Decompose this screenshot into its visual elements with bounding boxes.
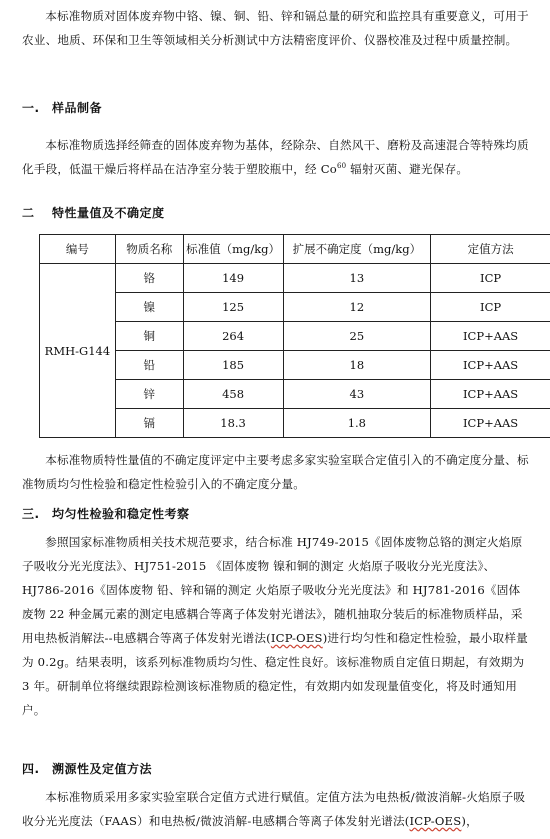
homogeneity-text-a: 参照国家标准物质相关技术规范要求，结合标准 HJ749-2015《固体废物总铬的测定火焰原子吸收分光光度法》、HJ751-2015 《固体废物 镍和铜的测定 火焰原子吸收分光光度法》、HJ786-2016《固体废物 铅、锌和镉的测定 火焰原子吸收分光光度法》和 HJ781-2016《固体废物 22 种金属元素的测定电感耦合等离子体发射光谱法》，随机抽取分装后的标准物质样品，采用电热板消解法--电感耦合等离子体发射光谱法( — [22, 535, 523, 645]
table-row — [40, 351, 550, 380]
substance-cell: 铜 — [115, 322, 183, 351]
method-cell: ICP — [431, 264, 550, 293]
section-4-heading — [22, 760, 152, 777]
table-row — [40, 322, 550, 351]
section-4-number: 四. — [22, 762, 40, 776]
uncertainty-cell: 25 — [283, 322, 431, 351]
traceability-text-b: )， — [461, 814, 478, 828]
table-row — [40, 264, 550, 293]
uncertainty-cell: 18 — [283, 351, 431, 380]
table-header-row — [40, 235, 550, 264]
substance-cell: 铅 — [115, 351, 183, 380]
section-2-title: 特性量值及不确定度 — [52, 206, 165, 220]
icp-oes-term-2: ICP-OES — [409, 814, 462, 828]
value-cell: 125 — [183, 293, 283, 322]
method-cell: ICP+AAS — [431, 322, 550, 351]
section-2-number: 二 — [22, 206, 35, 220]
method-cell: ICP+AAS — [431, 380, 550, 409]
section-3-number: 三. — [22, 507, 40, 521]
value-cell: 149 — [183, 264, 283, 293]
value-cell: 458 — [183, 380, 283, 409]
section-1-number: 一. — [22, 101, 40, 115]
sample-prep-paragraph — [22, 133, 532, 181]
substance-cell: 镉 — [115, 409, 183, 438]
property-values-table — [39, 234, 550, 438]
section-2-heading — [22, 204, 165, 221]
substance-cell: 铬 — [115, 264, 183, 293]
section-3-heading — [22, 505, 190, 522]
isotope-superscript: 60 — [336, 162, 347, 171]
homogeneity-text-b: )进行均匀性和稳定性检验，最小取样量为 0.2g。结果表明，该系列标准物质均匀性、稳定性良好。该标准物质自定值日期起，有效期为 3 年。研制单位将继续跟踪检测该标准物质的稳定性，有效期内如发现量值变化，将及时通知用户。 — [22, 631, 528, 717]
value-cell: 264 — [183, 322, 283, 351]
header-standard-value: 标准值（mg/kg） — [183, 235, 283, 264]
substance-cell: 锌 — [115, 380, 183, 409]
table-row — [40, 380, 550, 409]
section-3-title: 均匀性检验和稳定性考察 — [52, 507, 190, 521]
traceability-paragraph — [22, 785, 532, 833]
section-1-heading — [22, 99, 102, 116]
uncertainty-cell: 12 — [283, 293, 431, 322]
icp-oes-term: ICP-OES — [270, 631, 323, 645]
uncertainty-cell: 43 — [283, 380, 431, 409]
value-cell: 18.3 — [183, 409, 283, 438]
header-uncertainty: 扩展不确定度（mg/kg） — [283, 235, 431, 264]
header-substance: 物质名称 — [115, 235, 183, 264]
method-cell: ICP+AAS — [431, 409, 550, 438]
section-4-title: 溯源性及定值方法 — [52, 762, 153, 776]
table-row — [40, 409, 550, 438]
uncertainty-paragraph: 本标准物质特性量值的不确定度评定中主要考虑多家实验室联合定值引入的不确定度分量、标准物质均匀性检验和稳定性检验引入的不确定度分量。 — [22, 453, 529, 491]
header-id: 编号 — [40, 235, 116, 264]
sample-id-cell: RMH-G144 — [40, 264, 116, 438]
uncertainty-cell: 13 — [283, 264, 431, 293]
table-row — [40, 293, 550, 322]
sample-prep-text-after: 辐射灭菌、避光保存。 — [346, 162, 469, 176]
section-1-title: 样品制备 — [52, 101, 103, 115]
intro-paragraph: 本标准物质对固体废弃物中铬、镍、铜、铅、锌和镉总量的研究和监控具有重要意义，可用于农业、地质、环保和卫生等领域相关分析测试中方法精密度评价、仪器校准及过程中质量控制。 — [22, 9, 529, 47]
header-method: 定值方法 — [431, 235, 550, 264]
sample-prep-text-before: 本标准物质选择经筛查的固体废弃物为基体，经除杂、自然风干、磨粉及高速混合等特殊均质化手段，低温干燥后将样品在洁净室分装于塑胶瓶中，经 Co — [22, 138, 529, 176]
uncertainty-cell: 1.8 — [283, 409, 431, 438]
value-cell: 185 — [183, 351, 283, 380]
homogeneity-paragraph — [22, 530, 532, 722]
traceability-text-a: 本标准物质采用多家实验室联合定值方式进行赋值。定值方法为电热板/微波消解-火焰原子吸收分光光度法（FAAS）和电热板/微波消解-电感耦合等离子体发射光谱法( — [22, 790, 526, 828]
substance-cell: 镍 — [115, 293, 183, 322]
method-cell: ICP+AAS — [431, 351, 550, 380]
method-cell: ICP — [431, 293, 550, 322]
